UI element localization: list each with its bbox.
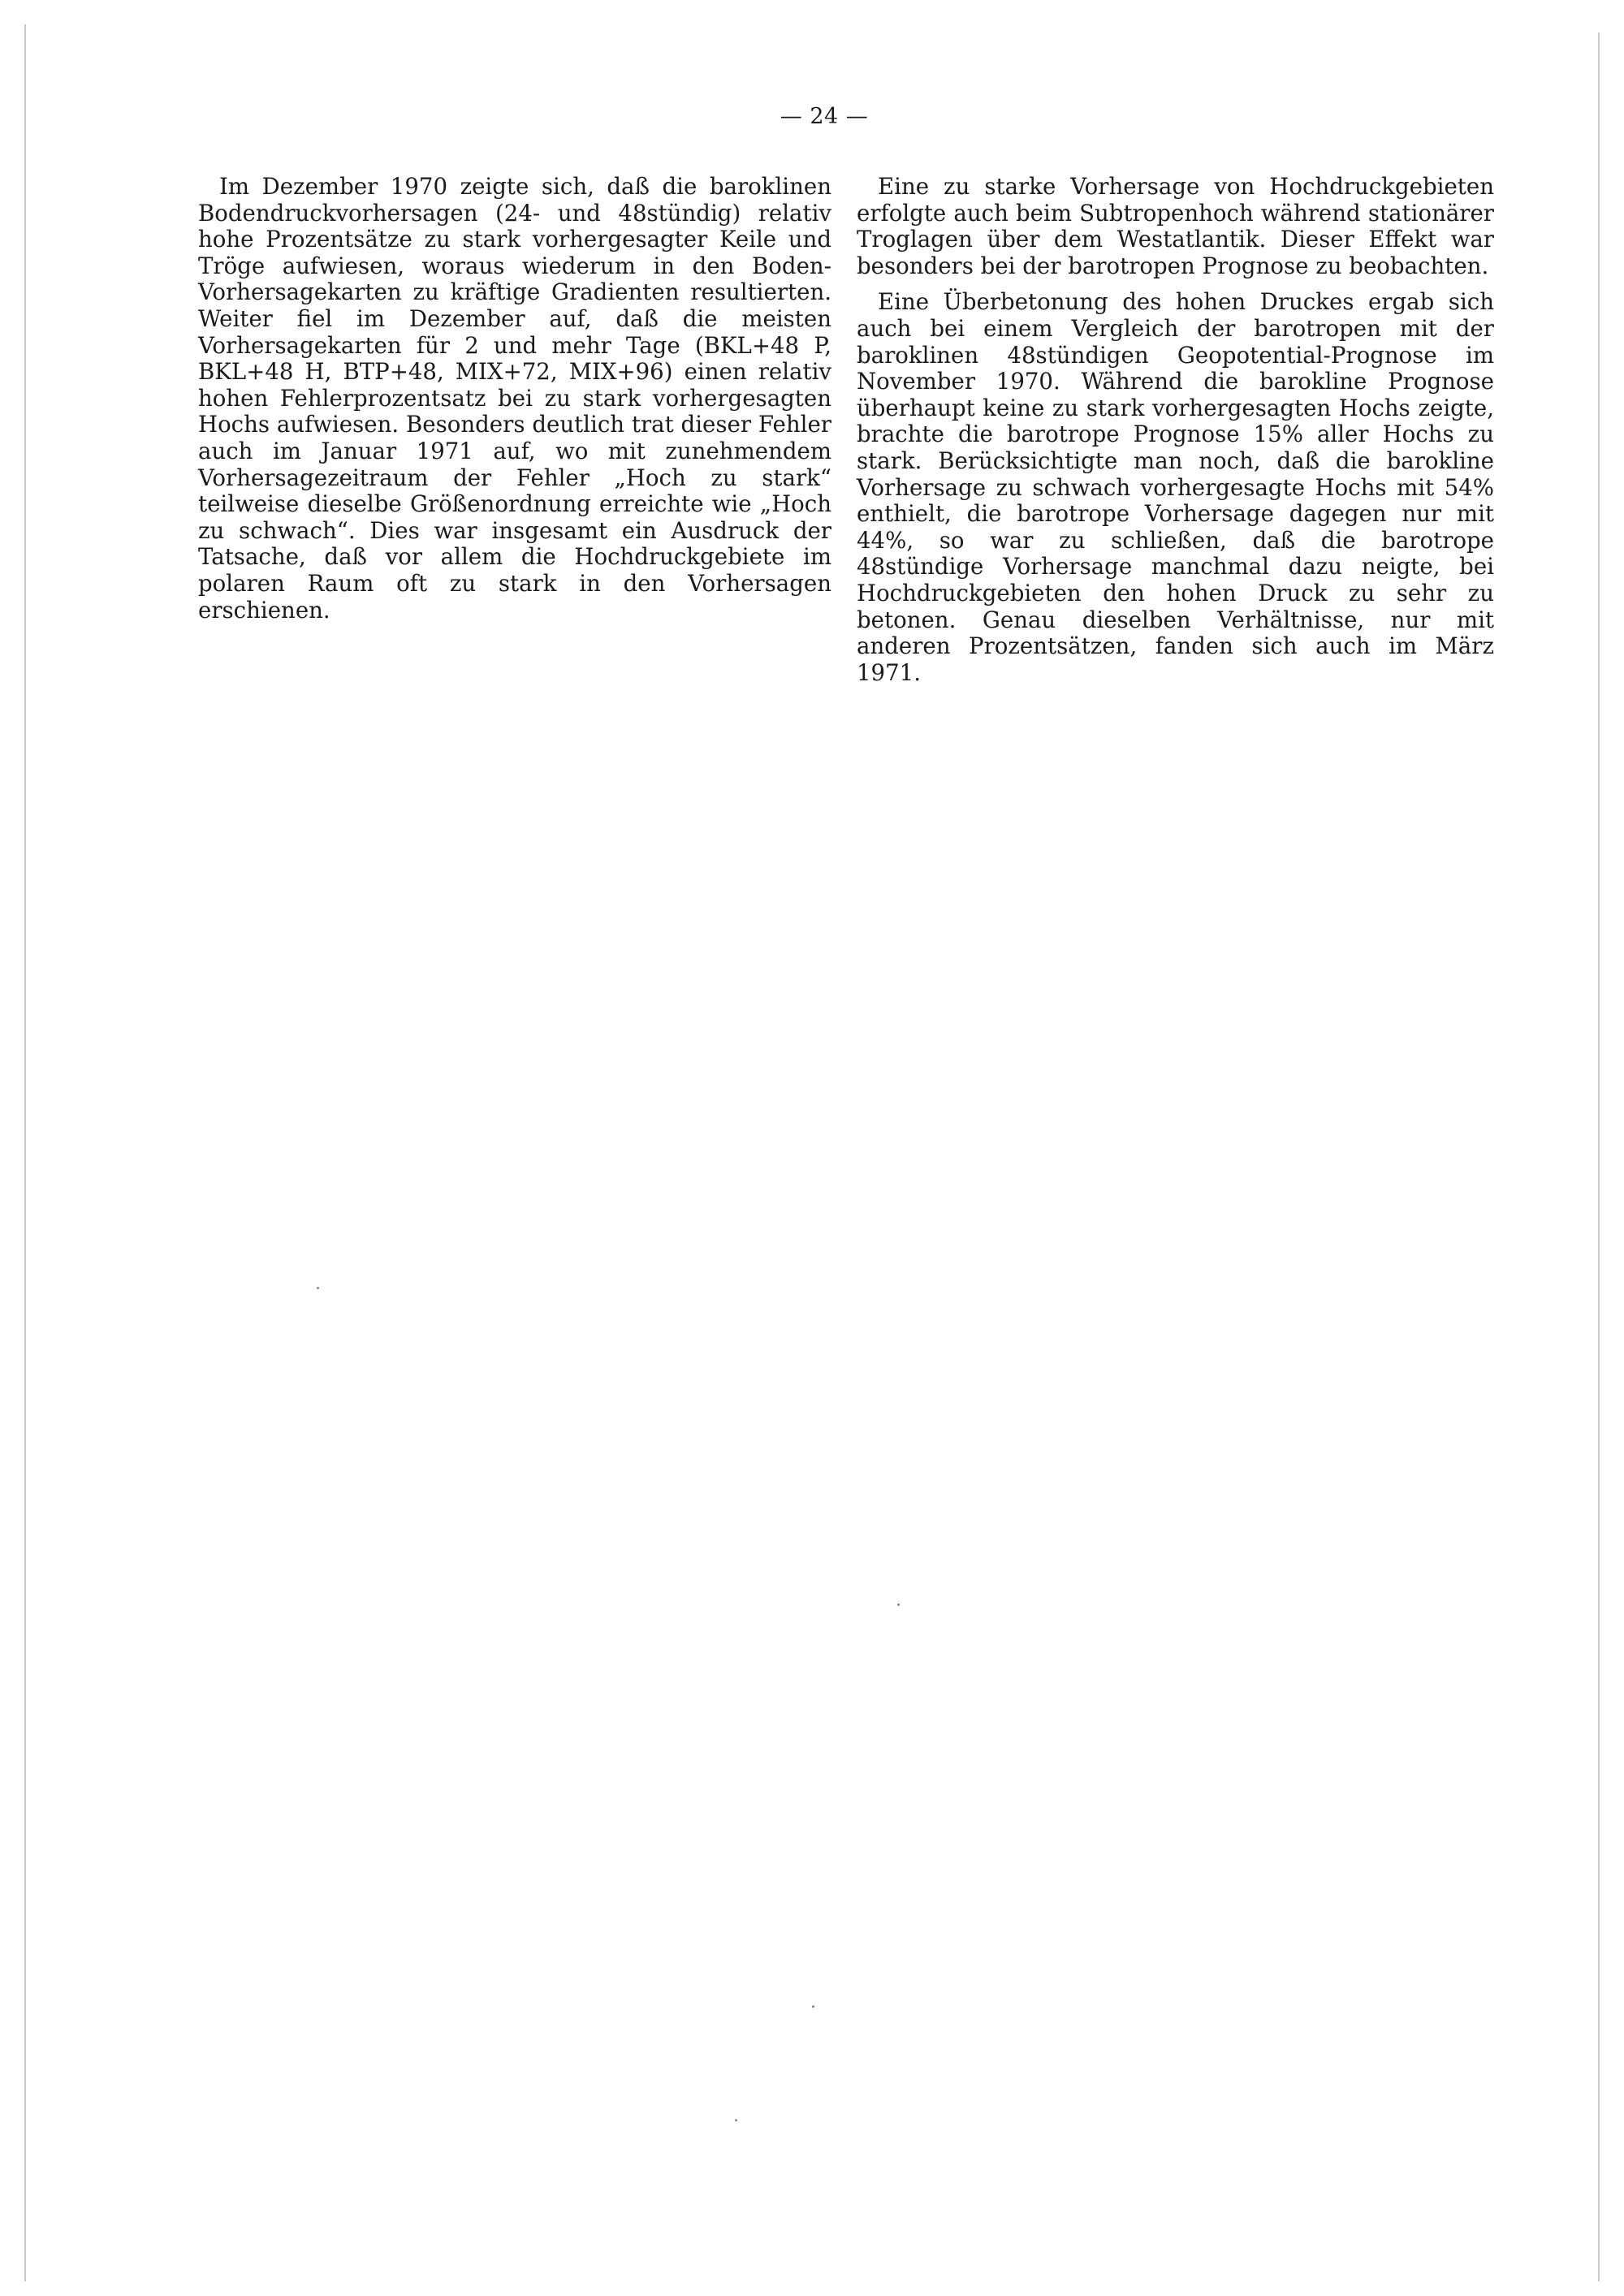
scan-speck (897, 1603, 900, 1606)
scan-edge-left (24, 24, 26, 2281)
scan-edge-right (1598, 32, 1600, 2281)
paragraph: Im Dezember 1970 zeigte sich, daß die baroklinen Bodendruckvorhersagen (24- und 48stündig) relativ hohe Prozentsätze zu stark vorhergesagter Keile und Tröge aufwiesen, woraus wiederum in den Boden-Vorhersagekarten zu kräftige Gradienten resultierten. Weiter fiel im Dezember auf, daß die meisten Vorhersagekarten für 2 und mehr Tage (BKL+48 P, BKL+48 H, BTP+48, MIX+72, MIX+96) einen relativ hohen Fehlerprozentsatz bei zu stark vorhergesagten Hochs aufwiesen. Besonders deutlich trat dieser Fehler auch im Januar 1971 auf, wo mit zunehmendem Vorhersagezeitraum der Fehler „Hoch zu stark“ teilweise dieselbe Größenordnung erreichte wie „Hoch zu schwach“. Dies war insgesamt ein Ausdruck der Tatsache, daß vor allem die Hochdruckgebiete im polaren Raum oft zu stark in den Vorhersagen erschienen. (198, 173, 831, 624)
right-column (857, 174, 1494, 686)
scan-speck (812, 2005, 814, 2008)
page-number: — 24 — (780, 104, 869, 129)
scan-speck (317, 1287, 319, 1289)
paragraph: Eine zu starke Vorhersage von Hochdruckgebieten erfolgte auch beim Subtropenhoch während stationärer Troglagen über dem Westatlantik. Dieser Effekt war besonders bei der barotropen Prognose zu beobachten. (857, 173, 1494, 279)
scan-speck (735, 2119, 737, 2121)
paragraph: Eine Überbetonung des hohen Druckes ergab sich auch bei einem Vergleich der barotropen mit der baroklinen 48stündigen Geopotential-Prognose im November 1970. Während die barokline Prognose überhaupt keine zu stark vorhergesagten Hochs zeigte, brachte die barotrope Prognose 15% aller Hochs zu stark. Berücksichtigte man noch, daß die barokline Vorhersage zu schwach vorhergesagte Hochs mit 54% enthielt, die barotrope Vorhersage dagegen nur mit 44%, so war zu schließen, daß die barotrope 48stündige Vorhersage manchmal dazu neigte, bei Hochdruckgebieten den hohen Druck zu sehr zu betonen. Genau dieselben Verhältnisse, nur mit anderen Prozentsätzen, fanden sich auch im März 1971. (857, 288, 1494, 686)
left-column (198, 174, 831, 624)
